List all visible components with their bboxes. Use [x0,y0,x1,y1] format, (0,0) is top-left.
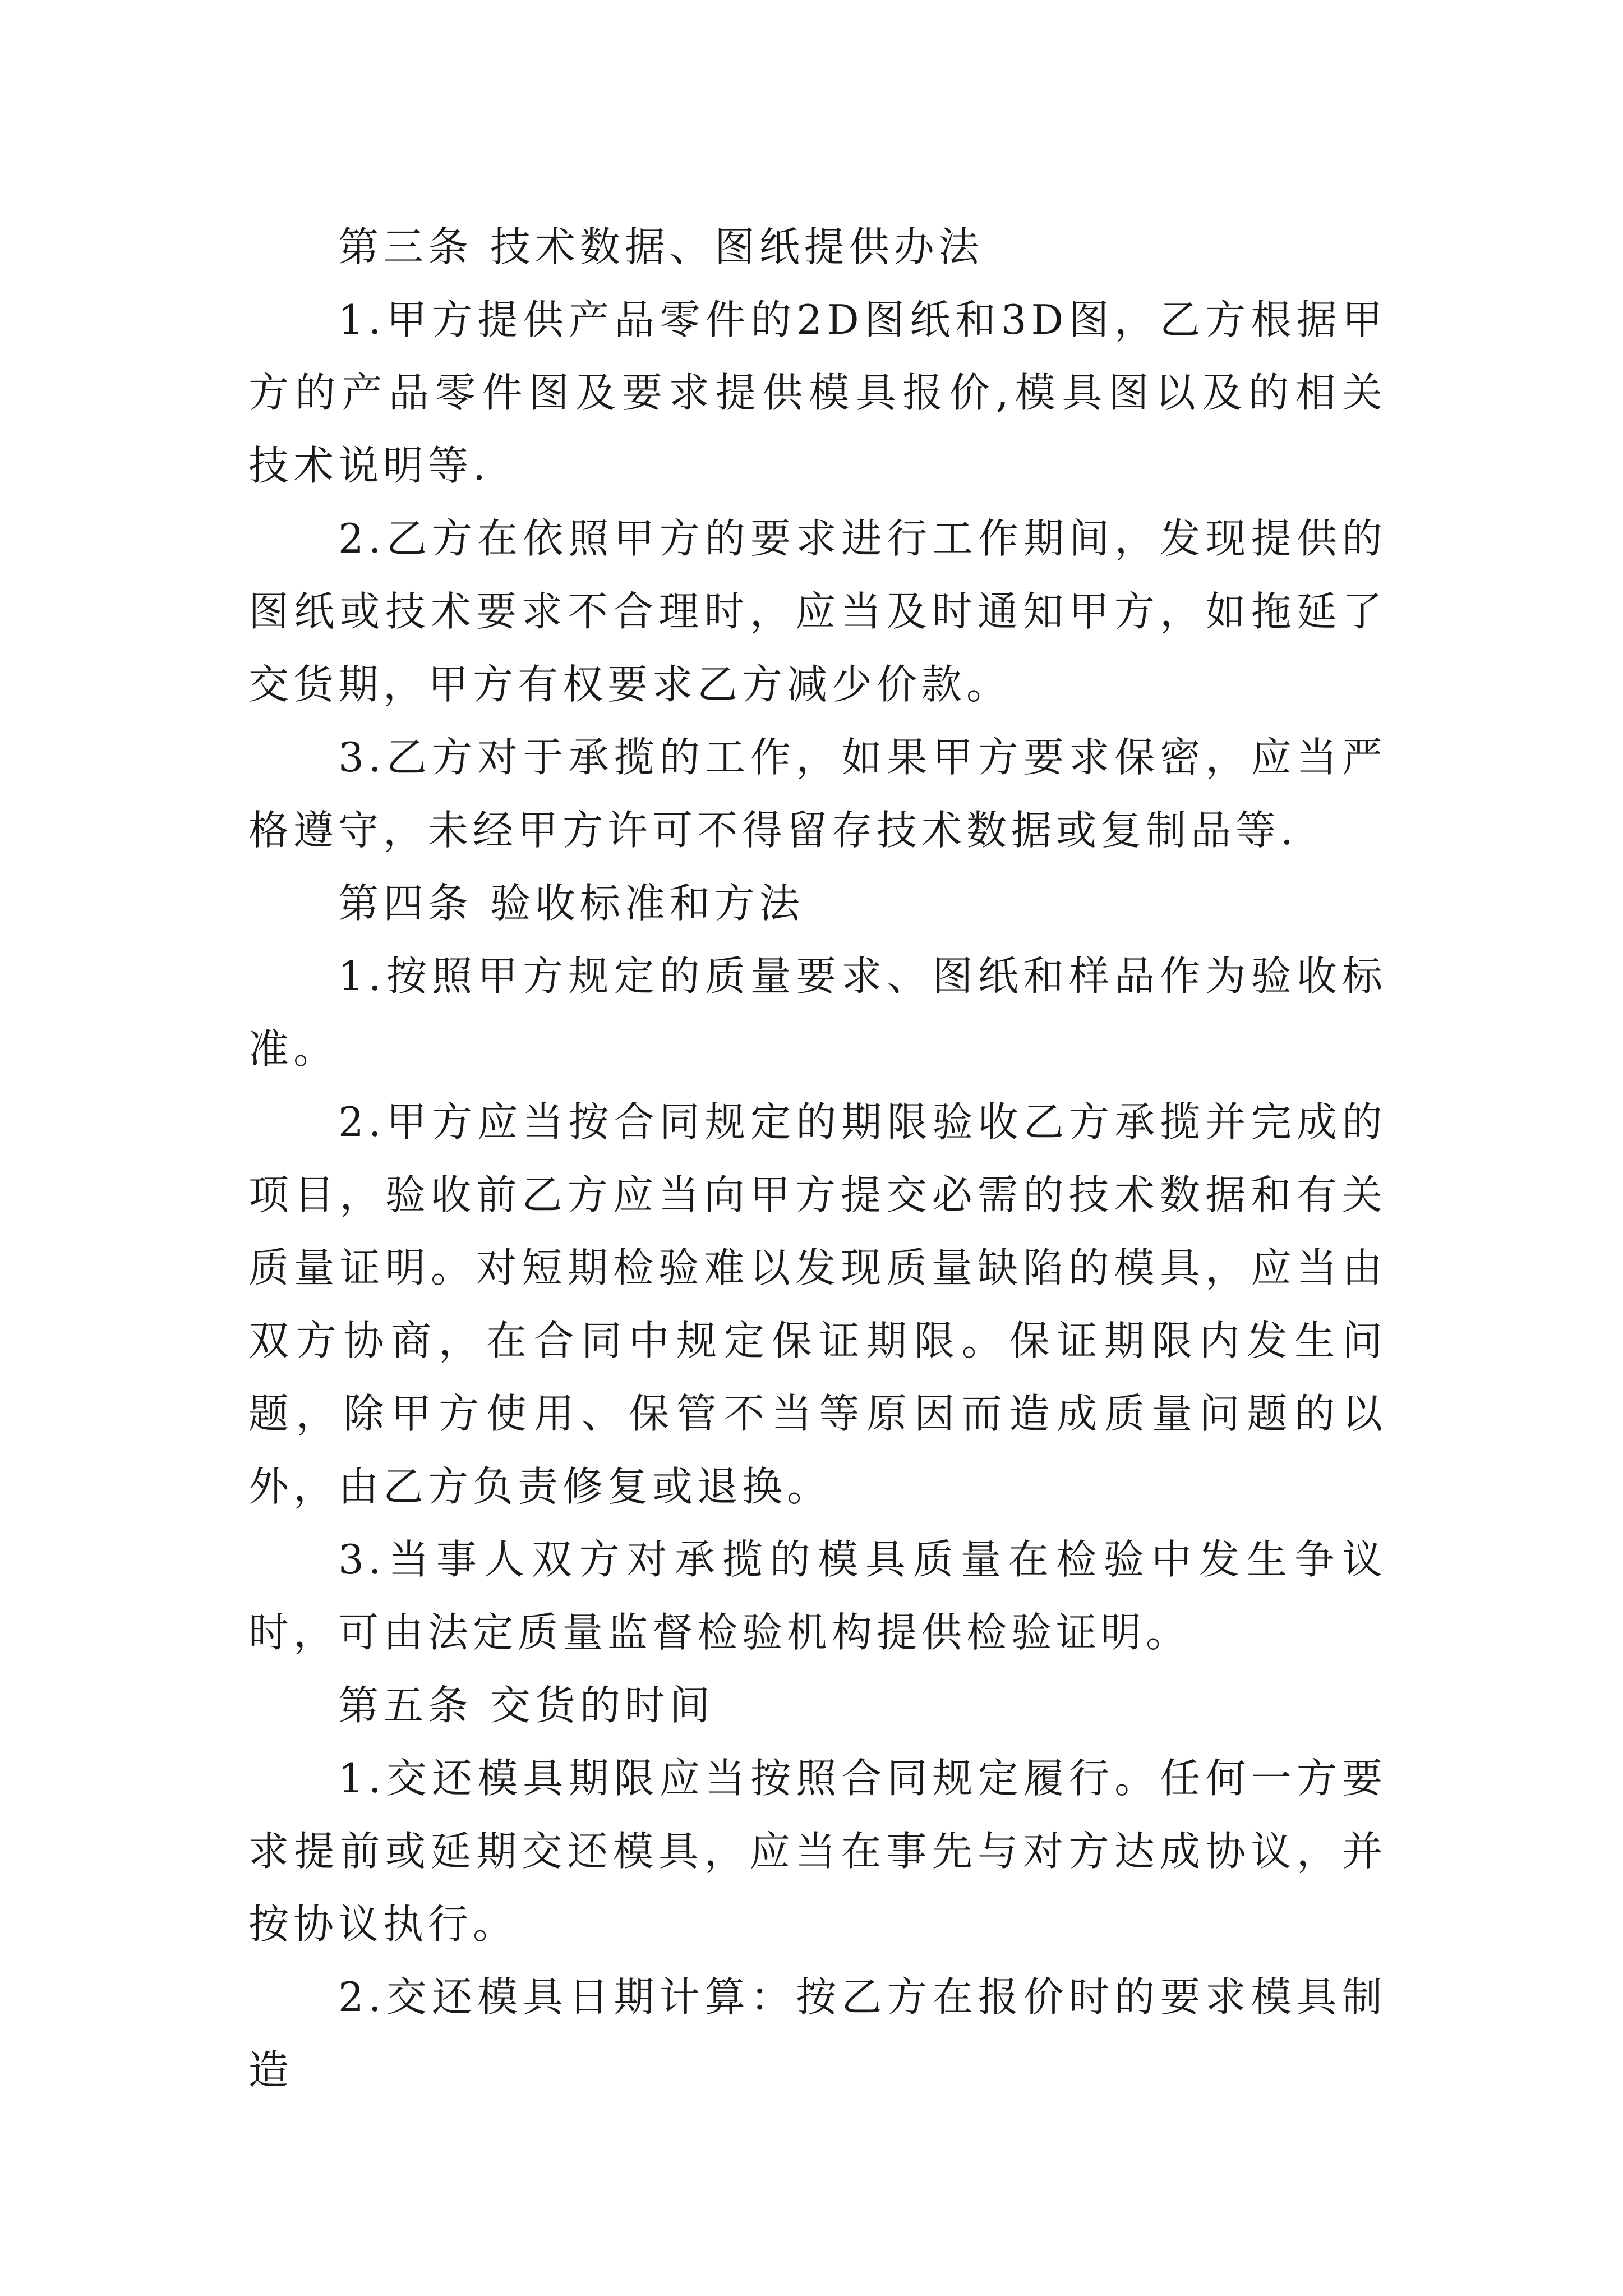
article-3-clause-1: 1.甲方提供产品零件的2D图纸和3D图，乙方根据甲方的产品零件图及要求提供模具报价,模具图以及的相关技术说明等. [248,296,1387,489]
article-4-heading: 第四条 验收标准和方法 [338,880,804,927]
article-5-clause-1: 1.交还模具期限应当按照合同规定履行。任何一方要求提前或延期交还模具，应当在事先与对方达成协议，并按协议执行。 [248,1755,1387,1948]
article-3-clause-3: 3.乙方对于承揽的工作，如果甲方要求保密，应当严格遵守，未经甲方许可不得留存技术数据或复制品等. [248,734,1387,854]
article-5-clause-2: 2.交还模具日期计算：按乙方在报价时的要求模具制造 [248,1973,1387,2093]
article-4-clause-2: 2.甲方应当按合同规定的期限验收乙方承揽并完成的项目，验收前乙方应当向甲方提交必需的技术数据和有关质量证明。对短期检验难以发现质量缺陷的模具，应当由双方协商，在合同中规定保证期限。保证期限内发生问题，除甲方使用、保管不当等原因而造成质量问题的以外，由乙方负责修复或退换。 [248,1098,1387,1510]
article-3-heading: 第三条 技术数据、图纸提供办法 [338,223,984,270]
article-3-clause-2: 2.乙方在依照甲方的要求进行工作期间，发现提供的图纸或技术要求不合理时，应当及时通知甲方，如拖延了交货期，甲方有权要求乙方减少价款。 [248,515,1387,708]
article-4-clause-3: 3.当事人双方对承揽的模具质量在检验中发生争议时，可由法定质量监督检验机构提供检验证明。 [248,1536,1387,1656]
document-body [248,210,1387,2106]
article-4-clause-1: 1.按照甲方规定的质量要求、图纸和样品作为验收标准。 [248,953,1387,1073]
article-5-heading: 第五条 交货的时间 [338,1682,714,1729]
